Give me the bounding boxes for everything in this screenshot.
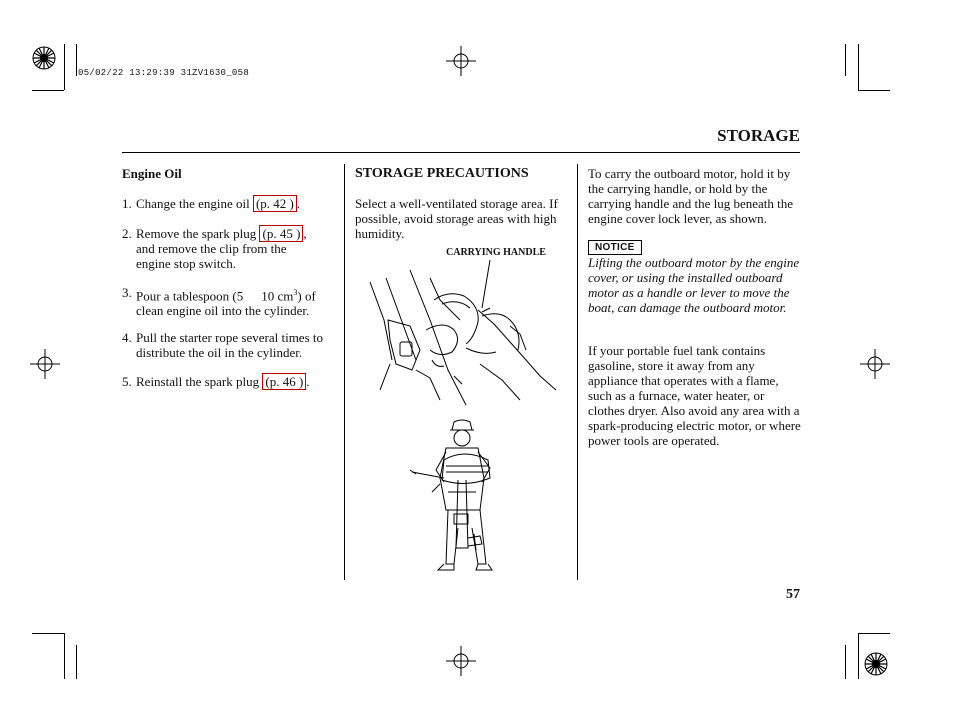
crop-mark [858, 633, 859, 679]
column-divider [344, 164, 345, 580]
list-item [122, 285, 337, 318]
step-number: 4. [122, 330, 132, 345]
storage-precautions-text: Select a well-ventilated storage area. If possible, avoid storage areas with high humidity. [355, 196, 558, 241]
carry-instructions-text: To carry the outboard motor, hold it by the carrying handle, or hold by the carrying handle and the lug beneath the engine cover lock lever, as shown. [588, 166, 794, 226]
step-text: Change the engine oil [136, 196, 253, 211]
header-rule [122, 152, 800, 153]
crop-mark [845, 645, 846, 679]
step-number: 2. [122, 226, 132, 241]
page-reference-link[interactable]: (p. 46 ) [262, 373, 306, 390]
list-item [122, 374, 337, 389]
page-reference-link[interactable]: (p. 42 ) [253, 195, 297, 212]
step-text-continued: and remove the clip from the engine stop switch. [136, 241, 287, 271]
registration-target-icon [32, 46, 56, 70]
crosshair-mark-icon [30, 349, 60, 379]
figure-label: CARRYING HANDLE [446, 247, 546, 258]
page-reference-link[interactable]: (p. 45 ) [259, 225, 303, 242]
crop-mark [64, 633, 65, 679]
section-title: STORAGE [717, 126, 800, 145]
fuel-tank-warning-text: If your portable fuel tank contains gasoline, store it away from any appliance that operates with a flame, such as a furnace, water heater, or clothes dryer. Also avoid any area with a spark-producing electric motor, or where power tools are operated. [588, 343, 801, 448]
step-punct: . [296, 196, 301, 211]
superscript: 3 [293, 288, 298, 297]
list-item [122, 330, 337, 360]
step-text: Reinstall the spark plug [136, 374, 263, 389]
list-item [122, 226, 337, 271]
page-number: 57 [786, 587, 800, 602]
crop-mark [845, 44, 846, 76]
crop-mark [858, 44, 859, 90]
crop-mark [858, 90, 890, 91]
storage-precautions-heading: STORAGE PRECAUTIONS [355, 166, 529, 181]
crosshair-mark-icon [446, 646, 476, 676]
crop-mark [858, 633, 890, 634]
step-text-continued: clean engine oil into the cylinder. [136, 303, 310, 319]
step-number: 5. [122, 374, 132, 389]
step-number: 3. [122, 285, 132, 300]
step-punct: , [303, 226, 307, 241]
notice-label: NOTICE [588, 240, 642, 255]
column-divider [577, 164, 578, 580]
list-item [122, 196, 337, 211]
step-text: 10 cm [261, 288, 294, 304]
registration-target-icon [864, 652, 888, 676]
step-text: Remove the spark plug [136, 226, 260, 241]
step-number: 1. [122, 196, 132, 211]
crop-mark [64, 44, 65, 90]
crosshair-mark-icon [446, 46, 476, 76]
print-stamp: 05/02/22 13:29:39 31ZV1630_058 [78, 68, 250, 78]
person-carrying-motor-illustration [410, 418, 510, 580]
step-punct: . [306, 374, 310, 389]
engine-oil-heading: Engine Oil [122, 166, 182, 181]
step-text: Pull the starter rope several times to distribute the oil in the cylinder. [136, 330, 324, 360]
step-text: ) of [297, 288, 316, 304]
crop-mark [76, 44, 77, 76]
crop-mark [32, 633, 64, 634]
crop-mark [32, 90, 64, 91]
step-text: Pour a tablespoon (5 [136, 288, 244, 304]
crosshair-mark-icon [860, 349, 890, 379]
crop-mark [76, 645, 77, 679]
carrying-handle-illustration [370, 260, 560, 410]
notice-text: Lifting the outboard motor by the engine cover, or using the installed outboard motor as a handle or lever to move the boat, can damage the outboard motor. [588, 255, 800, 315]
